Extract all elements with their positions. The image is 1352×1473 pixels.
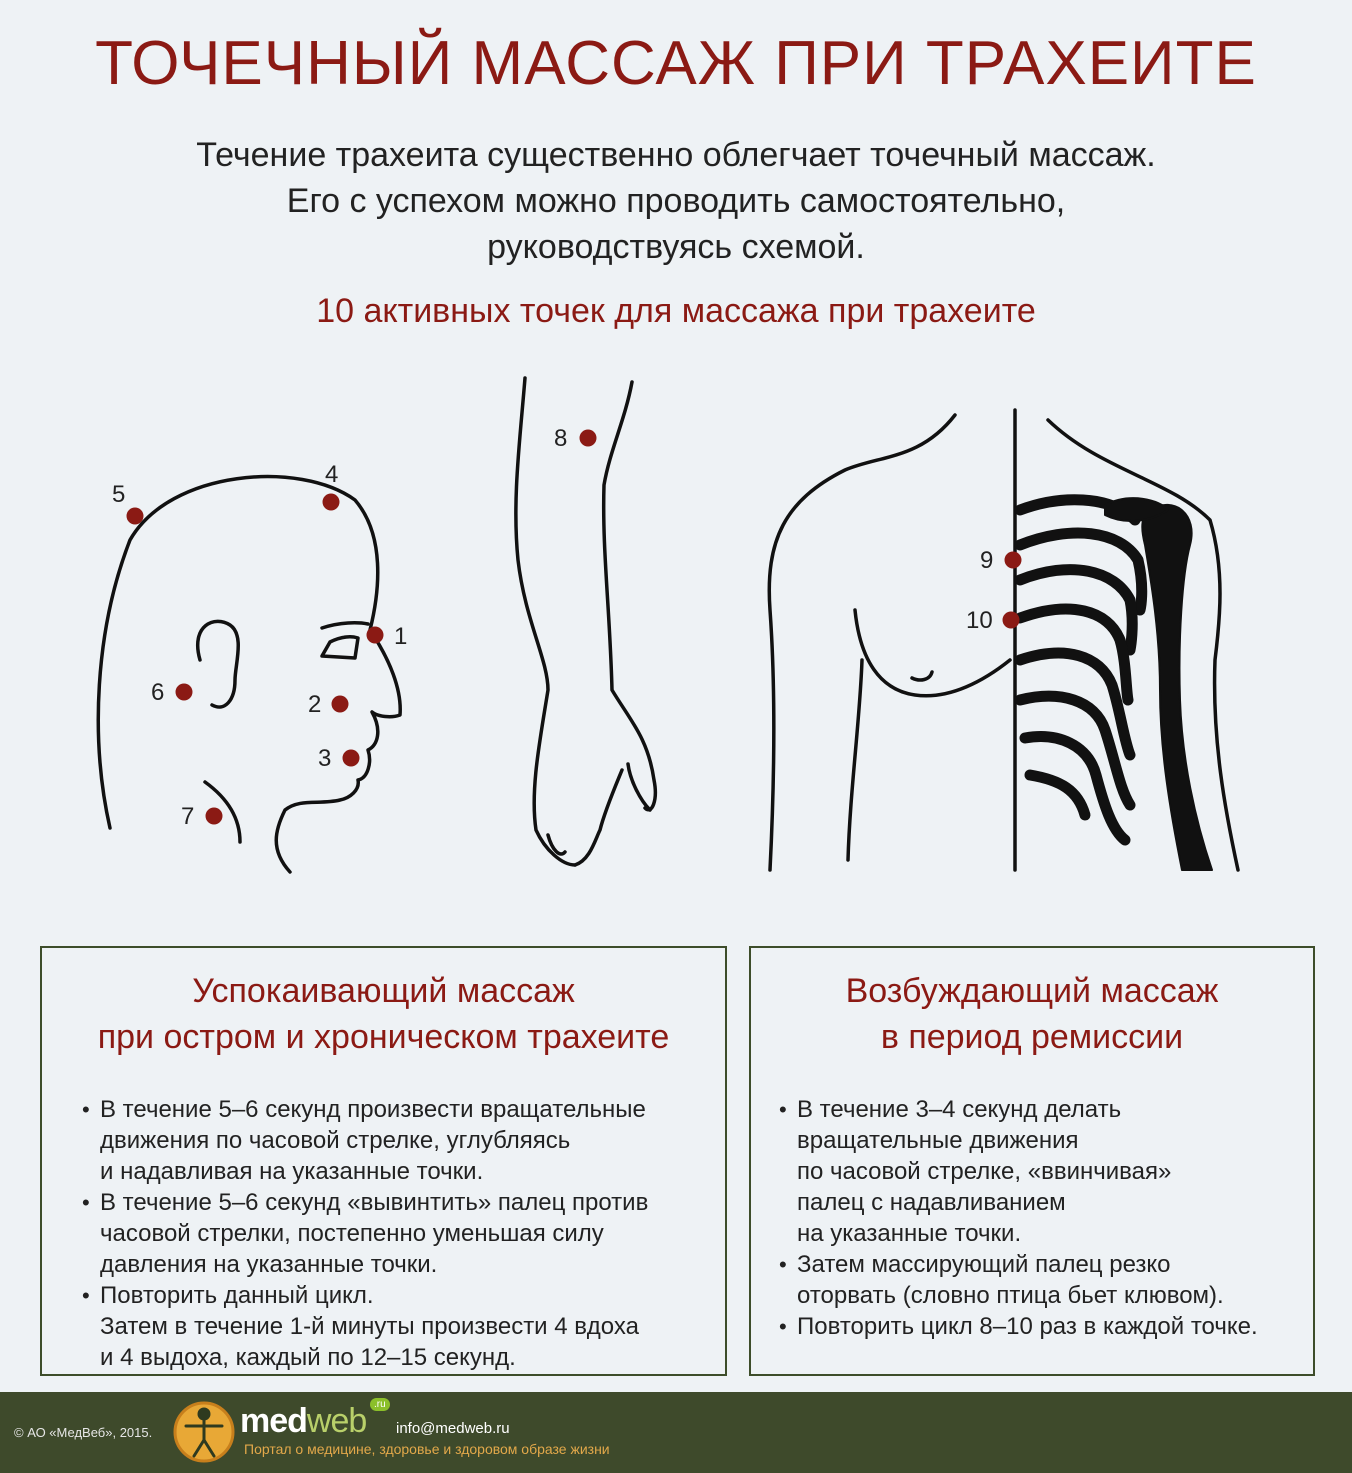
massage-point-4 [323,494,340,511]
copyright: © АО «МедВеб», 2015. [14,1425,153,1440]
panel-title-line: при остром и хроническом трахеите [97,1018,670,1056]
item-line: и надавливая на указанные точки. [100,1158,484,1185]
item-line: В течение 5–6 секунд произвести вращательные [100,1096,646,1123]
intro-text [0,132,1352,270]
point-label-1: 1 [394,623,408,650]
brand-logo[interactable] [240,1402,366,1441]
item-line: В течение 3–4 секунд делать [797,1096,1122,1123]
list-item [751,1311,1313,1342]
head-drawing [98,477,400,872]
list-item [42,1280,725,1373]
item-line: и 4 выдоха, каждый по 12–15 секунд. [100,1344,516,1371]
bullet-icon: • [82,1190,90,1215]
list-item [42,1187,725,1280]
instruction-list [42,1094,725,1373]
brand-med: med [240,1402,307,1440]
point-label-5: 5 [112,481,126,508]
massage-point-10 [1003,612,1020,629]
vitruvian-man-icon[interactable] [172,1400,236,1469]
panel-title-line: Успокаивающий массаж [192,972,575,1010]
item-line: В течение 5–6 секунд «вывинтить» палец против [100,1189,649,1216]
massage-point-3 [343,750,360,767]
item-line: движения по часовой стрелке, углубляясь [100,1127,571,1154]
ribcage-drawing [1020,500,1142,840]
point-label-7: 7 [181,803,195,830]
bullet-icon: • [779,1314,787,1339]
tagline: Портал о медицине, здоровье и здоровом образе жизни [244,1441,610,1457]
item-line: палец с надавливанием [797,1189,1066,1216]
instruction-list [751,1094,1313,1342]
panel-title-line: Возбуждающий массаж [845,972,1219,1010]
item-line: часовой стрелки, постепенно уменьшая силу [100,1220,604,1247]
list-item [751,1094,1313,1249]
bullet-icon: • [779,1252,787,1277]
list-item [42,1094,725,1187]
point-label-6: 6 [151,679,165,706]
intro-line: Течение трахеита существенно облегчает точечный массаж. [196,136,1156,174]
massage-point-5 [127,508,144,525]
stimulating-massage-panel [749,946,1315,1376]
point-label-10: 10 [966,607,993,634]
point-label-3: 3 [318,745,332,772]
arm-drawing [516,378,655,865]
item-line: Затем в течение 1-й минуты произвести 4 вдоха [100,1313,639,1340]
point-label-2: 2 [308,691,322,718]
item-line: по часовой стрелке, «ввинчивая» [797,1158,1172,1185]
point-label-4: 4 [325,461,339,488]
brand-web: web [306,1402,367,1440]
panel-title [42,968,725,1060]
panel-title-line: в период ремиссии [880,1018,1184,1056]
footer [0,1392,1352,1473]
item-line: оторвать (словно птица бьет клювом). [797,1282,1224,1309]
massage-point-9 [1005,552,1022,569]
point-label-9: 9 [980,547,994,574]
item-line: вращательные движения [797,1127,1079,1154]
list-item [751,1249,1313,1311]
massage-point-8 [580,430,597,447]
massage-point-6 [176,684,193,701]
calming-massage-panel [40,946,727,1376]
illustrations [0,360,1352,900]
email-link[interactable]: info@medweb.ru [396,1420,510,1437]
bullet-icon: • [82,1283,90,1308]
bullet-icon: • [82,1097,90,1122]
massage-point-1 [367,627,384,644]
massage-point-7 [206,808,223,825]
section-subtitle: 10 активных точек для массажа при трахеите [316,292,1036,330]
point-label-8: 8 [554,425,568,452]
item-line: на указанные точки. [797,1220,1022,1247]
item-line: давления на указанные точки. [100,1251,438,1278]
intro-line: Его с успехом можно проводить самостоятельно, [286,182,1066,220]
bullet-icon: • [779,1097,787,1122]
intro-line: руководствуясь схемой. [487,228,865,266]
anatomy-illustration [0,360,1352,900]
panel-title [751,968,1313,1060]
massage-point-2 [332,696,349,713]
page-title: ТОЧЕЧНЫЙ МАССАЖ ПРИ ТРАХЕИТЕ [95,29,1257,98]
item-line: Затем массирующий палец резко [797,1251,1171,1278]
brand-ru-badge: .ru [370,1398,390,1411]
item-line: Повторить данный цикл. [100,1282,374,1309]
item-line: Повторить цикл 8–10 раз в каждой точке. [797,1313,1258,1340]
